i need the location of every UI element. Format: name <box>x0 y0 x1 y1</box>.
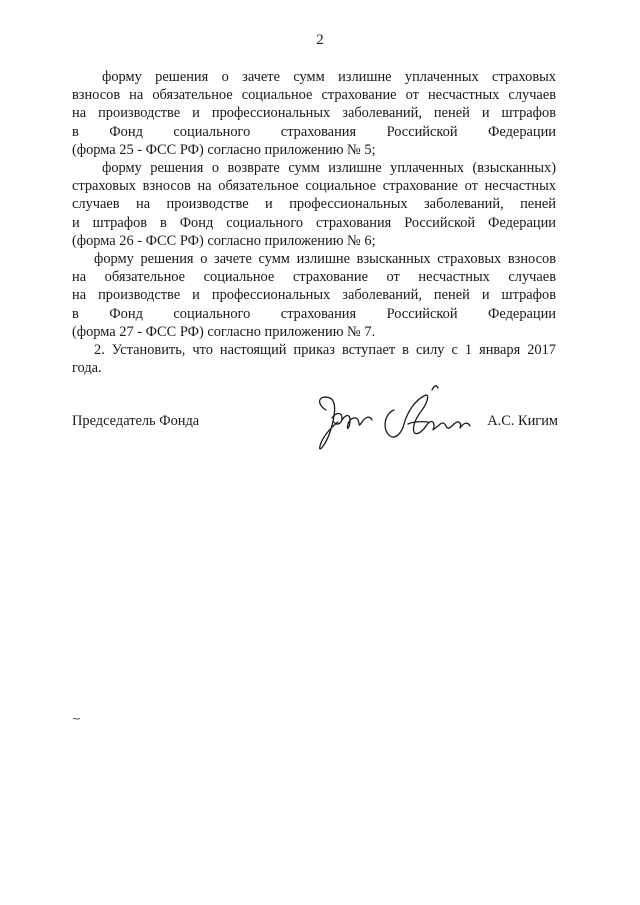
text-line: (форма 25 - ФСС РФ) согласно приложению № 5; <box>72 141 376 158</box>
signature-block <box>72 380 558 470</box>
text-line: (форма 26 - ФСС РФ) согласно приложению № 6; <box>72 232 376 249</box>
signer-name: А.С. Кигим <box>487 413 558 429</box>
text-line: в Фонд социального страхования Российской Федерации <box>72 305 556 322</box>
text-line: на производстве и профессиональных заболеваний, пеней и штрафов <box>72 287 556 304</box>
page-number: 2 <box>316 32 324 48</box>
text-line: форму решения о зачете сумм излишне взысканных страховых взносов <box>94 251 556 268</box>
text-line: на обязательное социальное страхование от несчастных случаев <box>72 269 556 286</box>
text-line: случаев на производстве и профессиональных заболеваний, пеней <box>72 196 556 213</box>
text-line: и штрафов в Фонд социального страхования Российской Федерации <box>72 214 556 231</box>
text-line: на производстве и профессиональных заболеваний, пеней и штрафов <box>72 105 556 122</box>
text-line: форму решения о зачете сумм излишне уплаченных страховых <box>102 69 556 85</box>
text-line: в Фонд социального страхования Российской Федерации <box>72 123 556 140</box>
text-line: форму решения о возврате сумм излишне уплаченных (взысканных) <box>102 160 556 177</box>
handwritten-signature <box>312 380 492 460</box>
paragraph-form-26 <box>72 159 556 250</box>
paragraph-form-25 <box>72 68 556 159</box>
text-line: (форма 27 - ФСС РФ) согласно приложению № 7. <box>72 323 376 340</box>
signer-title: Председатель Фонда <box>72 413 200 429</box>
text-line: страховых взносов на обязательное социальное страхование от несчастных <box>72 178 556 195</box>
document-body <box>72 68 556 377</box>
paragraph-form-27 <box>72 250 556 341</box>
text-line: взносов на обязательное социальное страхование от несчастных случаев <box>72 87 556 104</box>
text-line: года. <box>72 360 102 377</box>
paragraph-item-2 <box>72 341 556 377</box>
text-line: 2. Установить, что настоящий приказ вступает в силу с 1 января 2017 <box>94 342 556 359</box>
stray-mark <box>72 716 82 722</box>
